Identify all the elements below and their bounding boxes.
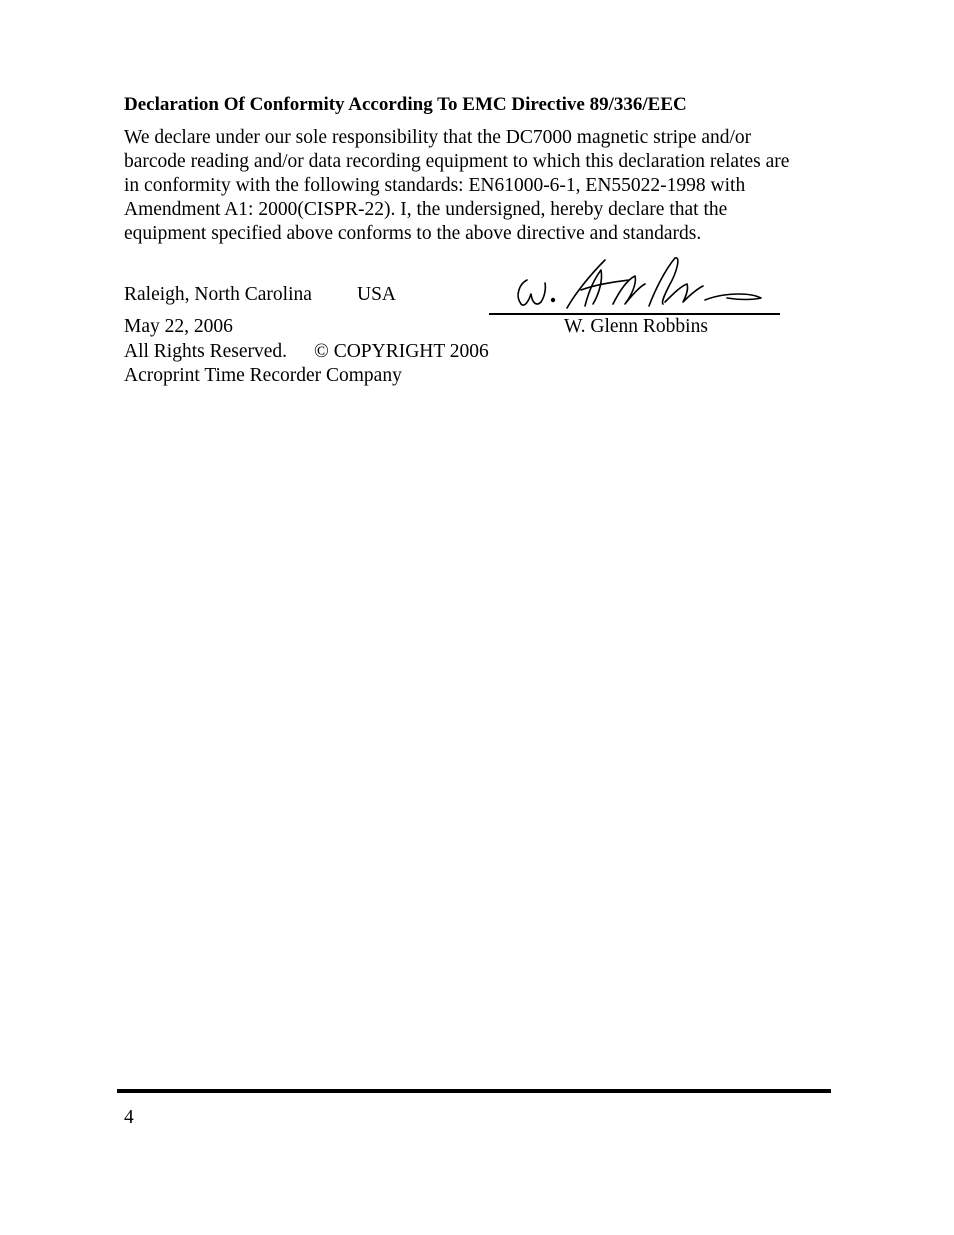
signoff-date: May 22, 2006 (124, 316, 233, 337)
paragraph-line: barcode reading and/or data recording equipment to which this declaration relates are (124, 151, 790, 172)
handwritten-signature-icon (505, 250, 775, 312)
signer-name: W. Glenn Robbins (564, 316, 708, 337)
paragraph-line: equipment specified above conforms to the above directive and standards. (124, 223, 702, 244)
declaration-paragraph (124, 126, 844, 246)
signature-line (489, 313, 780, 315)
company-name: Acroprint Time Recorder Company (124, 365, 402, 386)
rights-reserved: All Rights Reserved. (124, 341, 288, 362)
signoff-country: USA (357, 284, 397, 305)
copyright-notice: © COPYRIGHT 2006 (314, 341, 489, 362)
page-number: 4 (124, 1107, 134, 1128)
paragraph-line: Amendment A1: 2000(CISPR-22). I, the undersigned, hereby declare that the (124, 199, 728, 220)
signoff-city: Raleigh, North Carolina (124, 284, 312, 305)
paragraph-line: We declare under our sole responsibility that the DC7000 magnetic stripe and/or (124, 127, 752, 148)
footer-divider (117, 1089, 831, 1093)
paragraph-line: in conformity with the following standards: EN61000-6-1, EN55022-1998 with (124, 175, 746, 196)
declaration-heading: Declaration Of Conformity According To EMC Directive 89/336/EEC (124, 94, 687, 115)
